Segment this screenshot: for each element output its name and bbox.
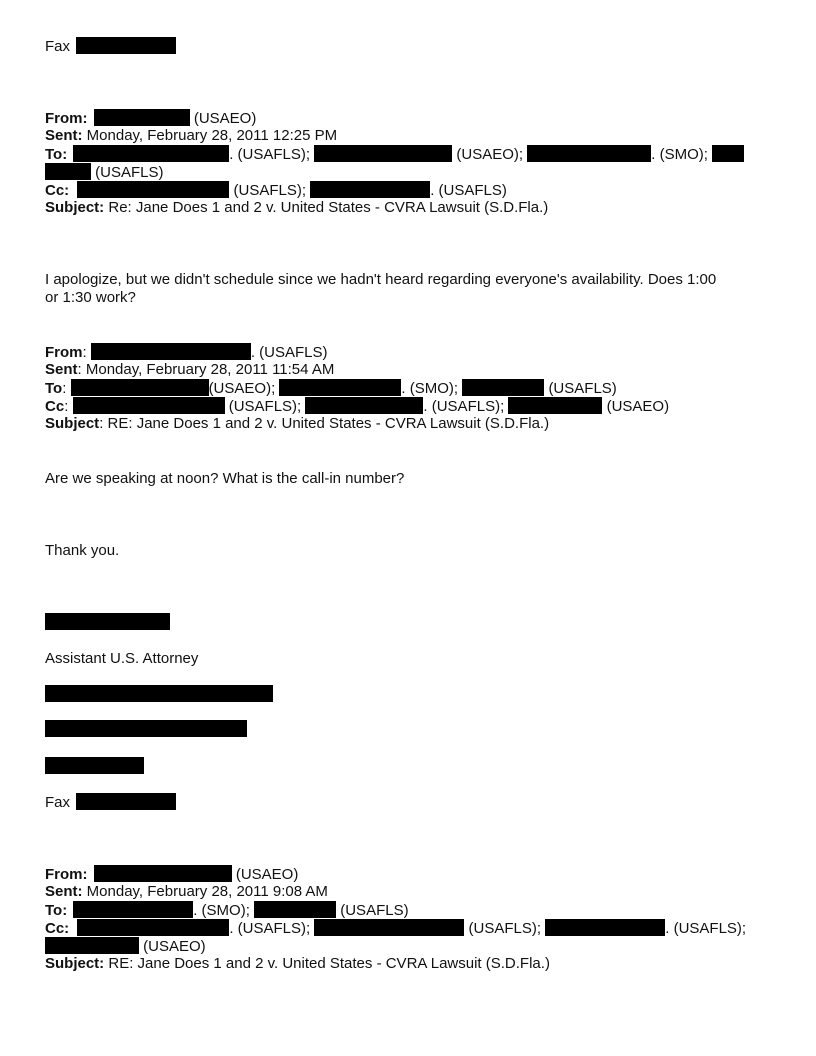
cc-line-cont xyxy=(45,937,206,956)
redaction-block xyxy=(254,901,336,918)
to-part: . (USAFLS); xyxy=(229,146,311,163)
sent-label: Sent xyxy=(45,361,78,378)
redaction-block xyxy=(91,343,251,360)
from-line xyxy=(45,109,256,128)
body-text-line: I apologize, but we didn't schedule since we hadn't heard regarding everyone's availability. Does 1:00 xyxy=(45,271,717,288)
from-line xyxy=(45,865,298,884)
redaction-block xyxy=(94,865,232,882)
to-label: To: xyxy=(45,902,68,919)
to-part: . (SMO); xyxy=(401,380,459,397)
redaction-block xyxy=(71,379,209,396)
to-line xyxy=(45,145,744,164)
top-fax-line xyxy=(45,37,176,56)
sent-label: Sent: xyxy=(45,883,83,900)
cc-part: (USAEO) xyxy=(143,938,206,955)
sent-line xyxy=(45,361,334,379)
to-line: To: (USAEO); . (SMO); (USAFLS) xyxy=(45,380,617,397)
redaction-block xyxy=(545,919,665,936)
sent-value: Monday, February 28, 2011 9:08 AM xyxy=(86,883,328,900)
to-part: (USAFLS) xyxy=(95,164,164,181)
to-line xyxy=(45,901,409,920)
to-part: (USAEO); xyxy=(456,146,524,163)
redaction-block xyxy=(73,145,229,162)
cc-line xyxy=(45,919,746,938)
signature-title: Assistant U.S. Attorney xyxy=(45,650,199,667)
from-label: From xyxy=(45,344,83,361)
cc-line xyxy=(45,181,507,200)
redaction-block xyxy=(73,901,193,918)
to-part: (USAFLS) xyxy=(548,380,617,397)
sent-value: : Monday, February 28, 2011 11:54 AM xyxy=(77,361,335,378)
from-label: From: xyxy=(45,110,88,127)
from-org: (USAEO) xyxy=(193,110,257,127)
cc-part: . (USAFLS); xyxy=(423,398,505,415)
body-text-line: or 1:30 work? xyxy=(45,289,136,306)
redaction-block xyxy=(527,145,651,162)
redaction-block xyxy=(45,937,139,954)
subject-label: Subject: xyxy=(45,955,105,972)
sent-label: Sent: xyxy=(45,127,83,144)
subject-label: Subject xyxy=(45,415,100,432)
to-label: To: xyxy=(45,146,68,163)
cc-part: . (USAFLS); xyxy=(229,920,311,937)
redaction-block xyxy=(76,37,176,54)
redaction-block xyxy=(73,397,225,414)
to-part: . (SMO); xyxy=(193,902,250,919)
sent-value: Monday, February 28, 2011 12:25 PM xyxy=(86,127,338,144)
redaction-block xyxy=(508,397,602,414)
sent-line xyxy=(45,883,328,901)
redaction-block xyxy=(77,919,229,936)
cc-label: Cc: xyxy=(45,182,70,199)
redaction-block xyxy=(279,379,401,396)
to-part: (USAEO); xyxy=(208,380,276,397)
subject-line xyxy=(45,955,550,973)
subject-value: RE: Jane Does 1 and 2 v. United States - CVRA Lawsuit (S.D.Fla.) xyxy=(108,955,550,972)
redaction-block xyxy=(94,109,190,126)
subject-value: Re: Jane Does 1 and 2 v. United States - CVRA Lawsuit (S.D.Fla.) xyxy=(108,199,549,216)
cc-part: (USAEO) xyxy=(606,398,670,415)
from-line: From: . (USAFLS) xyxy=(45,344,328,361)
subject-value: : RE: Jane Does 1 and 2 v. United States - CVRA Lawsuit (S.D.Fla.) xyxy=(99,415,550,432)
cc-part: (USAFLS); xyxy=(233,182,307,199)
redaction-block xyxy=(310,181,430,198)
redaction-block xyxy=(314,919,464,936)
redaction-block xyxy=(314,145,452,162)
signature-fax-line xyxy=(45,793,176,812)
to-part: . (SMO); xyxy=(651,146,708,163)
to-line-cont xyxy=(45,163,164,182)
body-text-line: Are we speaking at noon? What is the call-in number? xyxy=(45,470,405,487)
cc-part: . (USAFLS) xyxy=(430,182,507,199)
redaction-block xyxy=(45,163,91,180)
redaction-block xyxy=(45,720,247,737)
redaction-block xyxy=(45,757,144,774)
fax-label: Fax xyxy=(45,38,71,55)
sent-line xyxy=(45,127,337,145)
from-org: . (USAFLS) xyxy=(250,344,328,361)
from-org: (USAEO) xyxy=(235,866,299,883)
redaction-block xyxy=(45,613,170,630)
cc-label: Cc xyxy=(45,398,65,415)
redaction-block xyxy=(305,397,423,414)
from-label: From: xyxy=(45,866,88,883)
cc-part: . (USAFLS); xyxy=(665,920,747,937)
subject-line xyxy=(45,415,549,433)
subject-label: Subject: xyxy=(45,199,105,216)
cc-part: (USAFLS); xyxy=(228,398,302,415)
redaction-block xyxy=(712,145,744,162)
to-label: To xyxy=(45,380,63,397)
cc-label: Cc: xyxy=(45,920,70,937)
subject-line xyxy=(45,199,548,217)
redaction-block xyxy=(462,379,544,396)
cc-part: (USAFLS); xyxy=(468,920,542,937)
redaction-block xyxy=(76,793,176,810)
redaction-block xyxy=(45,685,273,702)
to-part: (USAFLS) xyxy=(340,902,409,919)
fax-label: Fax xyxy=(45,794,71,811)
body-text-line: Thank you. xyxy=(45,542,120,559)
redaction-block xyxy=(77,181,229,198)
cc-line: Cc: (USAFLS); . (USAFLS); (USAEO) xyxy=(45,398,670,415)
